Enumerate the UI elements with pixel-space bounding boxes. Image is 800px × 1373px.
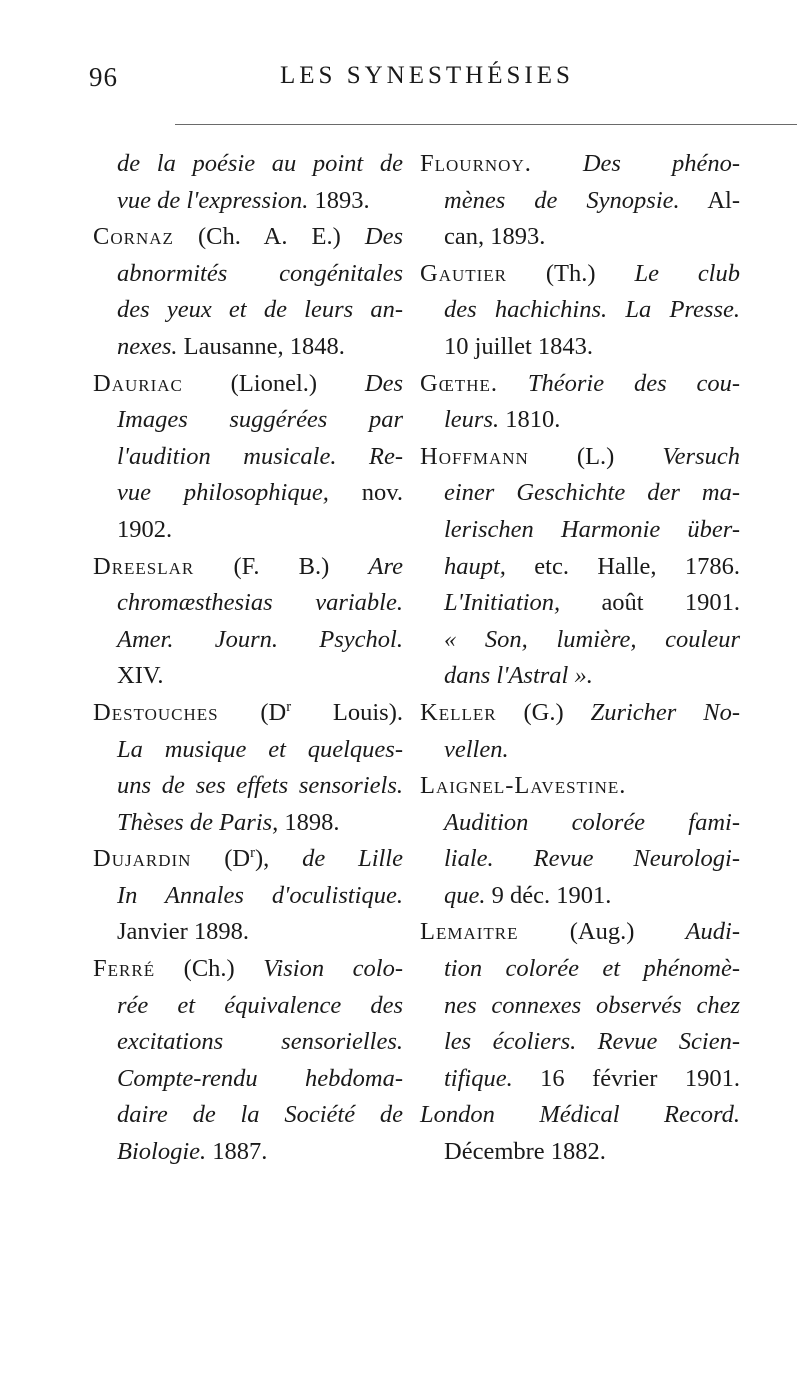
citation-text: XIV. — [117, 662, 164, 690]
work-title: tifique. — [444, 1064, 513, 1092]
bibliography-line — [93, 183, 403, 220]
work-title: vue philosophique, — [117, 479, 329, 507]
work-title: leurs. — [444, 406, 500, 434]
bibliography-line — [93, 549, 403, 586]
work-title: des yeux et de leurs an- — [117, 296, 403, 324]
work-title: Théorie des cou- — [527, 369, 740, 397]
work-title: Amer. Journ. Psychol. — [117, 625, 403, 653]
citation-text: (L.) — [528, 442, 663, 470]
author-name: Dujardin — [93, 845, 192, 873]
bibliography-line — [420, 219, 740, 256]
work-title: Des phéno- — [582, 150, 740, 177]
work-title: einer Geschichte der ma- — [444, 479, 740, 507]
bibliography-line — [93, 329, 403, 366]
citation-text: 9 déc. 1901. — [485, 881, 612, 909]
work-title: London Médical Record. — [420, 1101, 740, 1129]
work-title: Zuricher No- — [590, 698, 741, 726]
bibliography-line — [93, 1061, 403, 1098]
citation-text: (Ch. A. E.) — [173, 223, 365, 251]
work-title: mènes de Synopsie. — [444, 186, 680, 214]
citation-text: 1887. — [206, 1138, 268, 1166]
work-title: Des — [364, 223, 403, 251]
work-title: haupt, — [444, 552, 506, 580]
bibliography-line — [420, 585, 740, 622]
bibliography-line — [93, 1134, 403, 1171]
citation-text: (D — [191, 845, 251, 873]
bibliography-line — [420, 658, 740, 695]
citation-text: Lausanne, 1848. — [177, 332, 345, 360]
bibliography-line — [93, 914, 403, 951]
work-title: Audi- — [685, 918, 740, 946]
citation-text: Décembre 1882. — [444, 1138, 606, 1166]
work-title: vellen. — [444, 735, 509, 763]
work-title: nes connexes observés chez — [444, 991, 740, 1019]
bibliography-line — [420, 768, 740, 805]
citation-text: (G.) — [496, 698, 591, 726]
work-title: In Annales d'oculistique. — [117, 881, 403, 909]
bibliography-line — [93, 1024, 403, 1061]
work-title: Thèses de Paris, — [117, 808, 279, 836]
work-title: L'Initiation, — [444, 589, 561, 617]
bibliography-line — [93, 256, 403, 293]
work-title: Compte-rendu hebdoma- — [117, 1064, 403, 1092]
author-name: Gautier — [420, 259, 508, 287]
work-title: Images suggérées par — [117, 406, 403, 434]
citation-text: ), — [255, 845, 303, 873]
bibliography-line — [93, 439, 403, 476]
bibliography-line — [420, 695, 740, 732]
work-title: Versuch — [662, 442, 740, 470]
citation-text: (Ch.) — [155, 955, 264, 983]
bibliography-line — [420, 1097, 740, 1134]
work-title: liale. Revue Neurologi- — [444, 845, 740, 873]
citation-text: Janvier 1898. — [117, 918, 249, 946]
work-title: « Son, lumière, couleur — [444, 625, 740, 653]
citation-text: 10 juillet 1843. — [444, 332, 594, 360]
author-name: Dauriac — [93, 369, 183, 397]
citation-text: (F. B.) — [194, 552, 369, 580]
bibliography-line — [93, 366, 403, 403]
work-title: de Lille — [302, 845, 403, 873]
bibliography-line — [93, 988, 403, 1025]
bibliography-line — [93, 402, 403, 439]
work-title: La musique et quelques- — [117, 735, 403, 763]
author-name: Cornaz — [93, 223, 174, 251]
bibliography-line — [420, 439, 740, 476]
bibliography-line — [93, 805, 403, 842]
bibliography-line — [93, 146, 403, 183]
bibliography-line — [420, 622, 740, 659]
work-title: daire de la Société de — [117, 1101, 403, 1129]
citation-text: 16 février 1901. — [512, 1064, 740, 1092]
bibliography-line — [93, 622, 403, 659]
work-title: Des — [364, 369, 403, 397]
work-title: Le club — [634, 259, 740, 287]
page-number: 96 — [89, 62, 118, 92]
bibliography-line — [420, 1024, 740, 1061]
citation-text: 1893. — [308, 186, 370, 214]
superscript: r — [286, 698, 292, 715]
bibliography-line — [93, 695, 403, 732]
bibliography-line — [420, 988, 740, 1025]
bibliography-right-column — [420, 146, 740, 1171]
author-name: Dreeslar — [93, 552, 195, 580]
work-title: abnormités congénitales — [117, 259, 403, 287]
author-name: Hoffmann — [420, 442, 529, 470]
work-title: vue de l'expression. — [117, 186, 309, 214]
bibliography-line — [420, 1134, 740, 1171]
author-name: Ferré — [93, 955, 156, 983]
citation-text: Al- — [679, 186, 740, 214]
work-title: dans l'Astral ». — [444, 662, 593, 690]
bibliography-line — [93, 475, 403, 512]
citation-text: 1902. — [117, 515, 173, 543]
work-title: des hachichins. La Presse. — [444, 296, 740, 324]
header-rule — [175, 124, 797, 125]
work-title: Audition colorée fami- — [444, 808, 740, 836]
work-title: excitations sensorielles. — [117, 1028, 403, 1056]
work-title: Are — [368, 552, 403, 580]
bibliography-line — [420, 183, 740, 220]
bibliography-line — [420, 146, 740, 183]
work-title: Biologie. — [117, 1138, 207, 1166]
bibliography-line — [420, 292, 740, 329]
bibliography-line — [420, 878, 740, 915]
work-title: lerischen Harmonie über- — [444, 515, 740, 543]
bibliography-line — [93, 768, 403, 805]
citation-text: nov. — [328, 479, 403, 507]
superscript: r — [250, 845, 256, 862]
running-title: LES SYNESTHÉSIES — [280, 62, 574, 89]
citation-text: (D — [218, 698, 287, 726]
author-name: Laignel-Lavestine. — [420, 772, 627, 800]
bibliography-line — [93, 878, 403, 915]
bibliography-line — [420, 256, 740, 293]
bibliography-line — [420, 805, 740, 842]
citation-text — [498, 370, 528, 397]
work-title: que. — [444, 881, 486, 909]
bibliography-line — [93, 841, 403, 878]
author-name: Destouches — [93, 698, 219, 726]
bibliography-line — [93, 1097, 403, 1134]
citation-text: 1898. — [278, 808, 340, 836]
citation-text: Louis). — [291, 698, 404, 726]
citation-text: can, 1893. — [444, 223, 546, 251]
bibliography-line — [420, 732, 740, 769]
bibliography-line — [93, 658, 403, 695]
bibliography-line — [420, 951, 740, 988]
work-title: chromæsthesias variable. — [117, 589, 403, 617]
work-title: tion colorée et phénomè- — [444, 955, 740, 983]
author-name: Flournoy. — [420, 150, 532, 177]
citation-text: (Lionel.) — [182, 369, 365, 397]
work-title: rée et équivalence des — [117, 991, 403, 1019]
work-title: nexes. — [117, 332, 178, 360]
bibliography-line — [420, 549, 740, 586]
bibliography-line — [420, 1061, 740, 1098]
work-title: de la poésie au point de — [117, 150, 403, 177]
bibliography-line — [93, 512, 403, 549]
citation-text: 1810. — [499, 406, 561, 434]
bibliography-line — [420, 366, 740, 403]
work-title: les écoliers. Revue Scien- — [444, 1028, 740, 1056]
bibliography-left-column — [93, 146, 403, 1171]
citation-text: (Aug.) — [518, 918, 686, 946]
citation-text: août 1901. — [560, 589, 740, 617]
bibliography-line — [93, 732, 403, 769]
bibliography-line — [420, 512, 740, 549]
bibliography-line — [420, 329, 740, 366]
bibliography-line — [93, 951, 403, 988]
work-title: uns de ses effets sensoriels. — [117, 772, 403, 800]
bibliography-line — [420, 402, 740, 439]
bibliography-line — [93, 219, 403, 256]
author-name: Lemaitre — [420, 918, 519, 946]
citation-text: etc. Halle, 1786. — [505, 552, 740, 580]
bibliography-line — [420, 841, 740, 878]
citation-text: (Th.) — [507, 259, 635, 287]
author-name: Gœthe. — [420, 369, 498, 397]
work-title: l'audition musicale. Re- — [117, 442, 403, 470]
work-title: Vision colo- — [263, 955, 403, 983]
bibliography-line — [93, 585, 403, 622]
citation-text — [532, 150, 583, 177]
bibliography-line — [420, 914, 740, 951]
author-name: Keller — [420, 698, 497, 726]
bibliography-line — [93, 292, 403, 329]
bibliography-line — [420, 475, 740, 512]
